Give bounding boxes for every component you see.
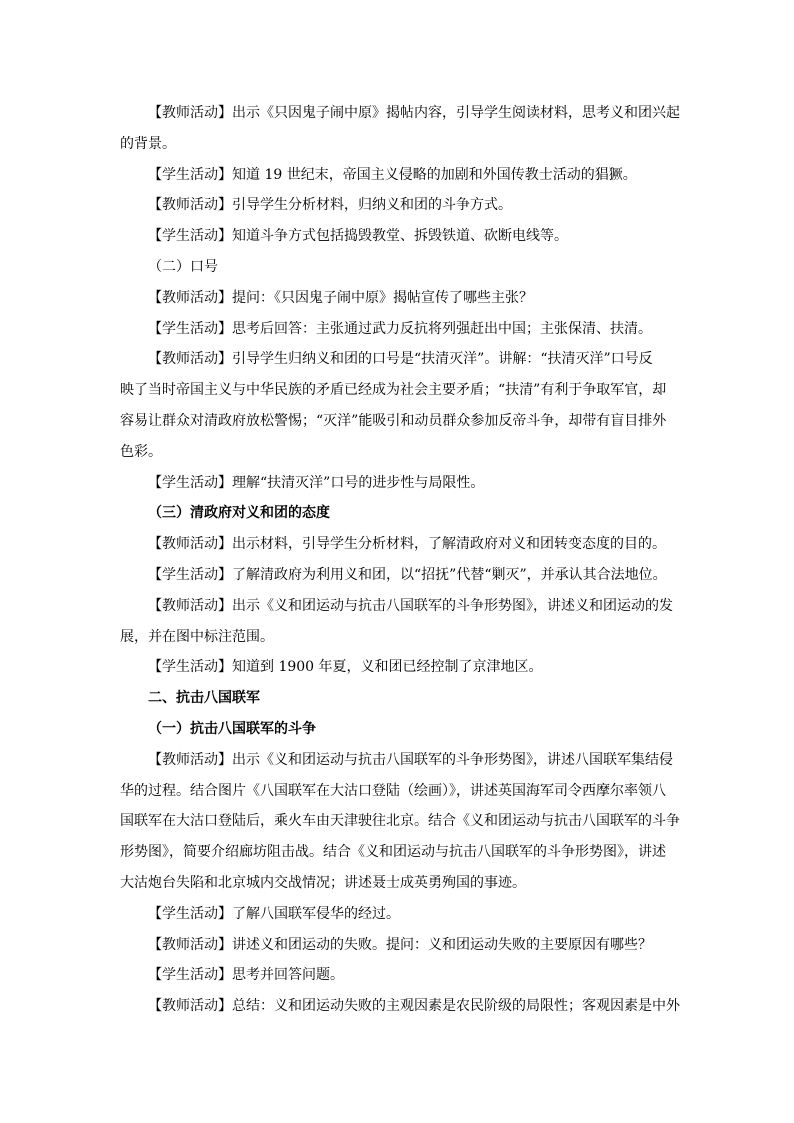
paragraph-line: 形势图》，简要介绍廊坊阻击战。结合《义和团运动与抗击八国联军的斗争形势图》，讲述 bbox=[120, 844, 666, 861]
paragraph bbox=[120, 652, 675, 683]
paragraph-line: 大沽炮台失陷和北京城内交战情况；讲述聂士成英勇殉国的事迹。 bbox=[120, 874, 526, 891]
paragraph-line: 【学生活动】理解“扶清灭洋”口号的进步性与局限性。 bbox=[148, 474, 485, 491]
paragraph-line: 【学生活动】知道 19 世纪末，帝国主义侵略的加剧和外国传教士活动的猖獗。 bbox=[148, 166, 637, 183]
paragraph-line: 【教师活动】提问：《只因鬼子闹中原》揭帖宣传了哪些主张？ bbox=[148, 289, 533, 306]
paragraph-line: 【学生活动】了解八国联军侵华的经过。 bbox=[148, 905, 400, 922]
paragraph-line: 【教师活动】出示材料，引导学生分析材料，了解清政府对义和团转变态度的目的。 bbox=[148, 536, 666, 553]
paragraph bbox=[120, 190, 675, 221]
paragraph bbox=[120, 591, 675, 653]
paragraph-line: 色彩。 bbox=[120, 443, 162, 460]
paragraph bbox=[120, 683, 675, 714]
paragraph bbox=[120, 221, 675, 252]
paragraph-line: 【教师活动】引导学生归纳义和团的口号是“扶清灭洋”。讲解：“扶清灭洋”口号反 bbox=[148, 351, 653, 368]
paragraph-line: 【学生活动】思考并回答问题。 bbox=[148, 967, 344, 984]
paragraph bbox=[120, 960, 675, 991]
paragraph-line: 【教师活动】讲述义和团运动的失败。提问：义和团运动失败的主要原因有哪些？ bbox=[148, 936, 652, 953]
paragraph bbox=[120, 991, 680, 1022]
paragraph-line: 【学生活动】思考后回答：主张通过武力反抗将列强赶出中国；主张保清、扶清。 bbox=[148, 320, 652, 337]
paragraph-line: 【教师活动】出示《义和团运动与抗击八国联军的斗争形势图》，讲述义和团运动的发 bbox=[148, 597, 673, 614]
paragraph bbox=[120, 98, 680, 160]
paragraph-line: 二、抗击八国联军 bbox=[148, 690, 260, 707]
paragraph-line: 【教师活动】出示《只因鬼子闹中原》揭帖内容，引导学生阅读材料，思考义和团兴起 bbox=[148, 105, 680, 121]
paragraph-line: 的背景。 bbox=[120, 135, 176, 152]
paragraph bbox=[120, 560, 675, 591]
paragraph-line: 【学生活动】了解清政府为利用义和团，以“招抚”代替“剿灭”，并承认其合法地位。 bbox=[148, 566, 667, 583]
paragraph-line: 【学生活动】知道斗争方式包括捣毁教堂、拆毁铁道、砍断电线等。 bbox=[148, 228, 568, 245]
paragraph bbox=[120, 468, 675, 499]
paragraph-line: 【教师活动】总结：义和团运动失败的主观因素是农民阶级的局限性；客观因素是中外 bbox=[148, 998, 680, 1015]
paragraph-line: 容易让群众对清政府放松警惕；“灭洋”能吸引和动员群众参加反帝斗争，却带有盲目排外 bbox=[120, 412, 667, 429]
paragraph-line: 映了当时帝国主义与中华民族的矛盾已经成为社会主要矛盾；“扶清”有利于争取军官，却 bbox=[120, 382, 667, 399]
paragraph-line: 国联军在大沽口登陆后，乘火车由天津驶往北京。结合《义和团运动与抗击八国联军的斗争 bbox=[120, 813, 680, 830]
paragraph bbox=[120, 160, 675, 191]
paragraph-line: 【学生活动】知道到 1900 年夏，义和团已经控制了京津地区。 bbox=[148, 659, 543, 676]
paragraph bbox=[120, 930, 675, 961]
paragraph bbox=[120, 252, 675, 283]
paragraph bbox=[120, 529, 675, 560]
paragraph-line: （三）清政府对义和团的态度 bbox=[148, 505, 330, 522]
paragraph bbox=[120, 714, 675, 745]
paragraph bbox=[120, 498, 675, 529]
paragraph-line: （二）口号 bbox=[148, 258, 218, 275]
paragraph bbox=[120, 344, 675, 467]
document-page bbox=[120, 98, 680, 1022]
paragraph-line: （一）抗击八国联军的斗争 bbox=[148, 720, 316, 737]
paragraph bbox=[120, 745, 680, 899]
paragraph bbox=[120, 314, 675, 345]
paragraph bbox=[120, 283, 675, 314]
paragraph-line: 【教师活动】出示《义和团运动与抗击八国联军的斗争形势图》，讲述八国联军集结侵 bbox=[148, 751, 673, 768]
paragraph-line: 展，并在图中标注范围。 bbox=[120, 628, 274, 645]
paragraph-line: 华的过程。结合图片《八国联军在大沽口登陆（绘画）》，讲述英国海军司令西摩尔率领八 bbox=[120, 782, 666, 799]
paragraph bbox=[120, 899, 675, 930]
paragraph-line: 【教师活动】引导学生分析材料，归纳义和团的斗争方式。 bbox=[148, 197, 512, 214]
